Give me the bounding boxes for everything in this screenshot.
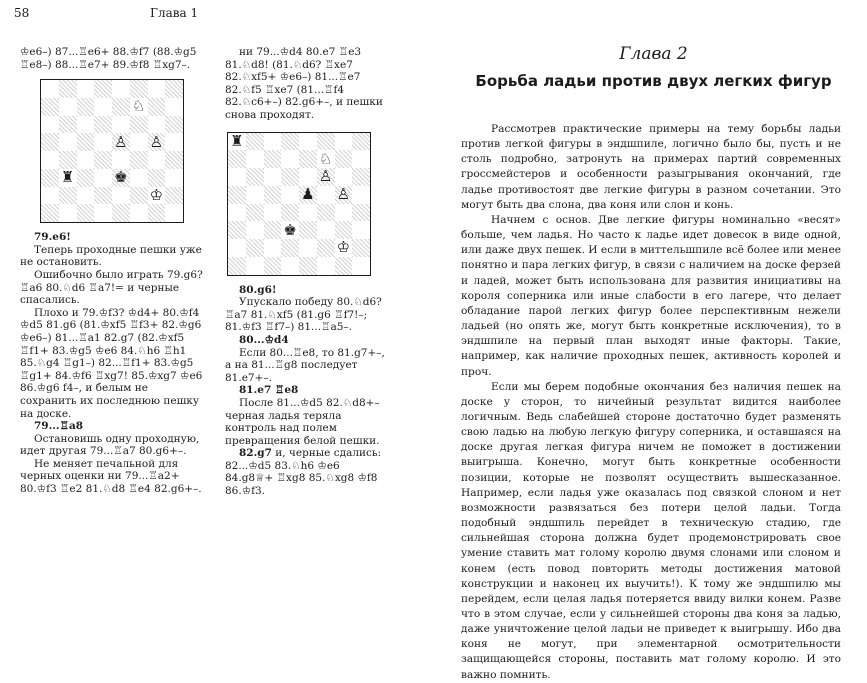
board-square bbox=[264, 133, 282, 151]
board-square bbox=[317, 133, 335, 151]
chess-piece-icon: ♘ bbox=[131, 97, 146, 116]
board-square bbox=[299, 168, 317, 186]
board-square bbox=[148, 151, 166, 169]
chess-piece-icon: ♙ bbox=[149, 132, 164, 151]
board-square bbox=[112, 98, 130, 116]
board-square bbox=[264, 221, 282, 239]
board-square bbox=[352, 204, 370, 222]
chess-diagram bbox=[227, 132, 371, 276]
board-square bbox=[352, 168, 370, 186]
main-move: 79...♖a8 bbox=[34, 420, 84, 433]
comment-paragraph: Ошибочно было играть 79.g6? ♖a6 80.♘d6 ♖a7!= и черные спасались. bbox=[20, 268, 203, 307]
board-square bbox=[94, 133, 112, 151]
chapter-label: Глава 2 bbox=[619, 44, 688, 64]
running-head: Глава 1 bbox=[150, 6, 199, 20]
board-square bbox=[352, 150, 370, 168]
board-square bbox=[299, 239, 317, 257]
board-square bbox=[264, 168, 282, 186]
paragraph: Рассмотрев практические примеры на тему борьбы ладьи против легкой фигуры в эндшпиле, логично было бы, пусть и не столь подробно, затронуть на примерах партий современных гроссмейстеров и особенности разыгрывания окончаний, где ладье противостоят две легкие фигуры в разном сочетании. Это могут быть два слона, два коня или слон и конь. bbox=[461, 123, 841, 211]
board-square bbox=[228, 186, 246, 204]
main-move: 80...♔d4 bbox=[239, 333, 289, 346]
comment-paragraph: Теперь проходные пешки уже не остановить. bbox=[20, 243, 202, 269]
board-square bbox=[264, 150, 282, 168]
board-square bbox=[352, 133, 370, 151]
board-square bbox=[228, 204, 246, 222]
board-square bbox=[246, 239, 264, 257]
board-square bbox=[112, 187, 130, 205]
board-square bbox=[59, 187, 77, 205]
board-square bbox=[264, 204, 282, 222]
board-square bbox=[165, 116, 183, 134]
board-square bbox=[59, 98, 77, 116]
board-square bbox=[77, 187, 95, 205]
chess-piece-icon: ♔ bbox=[336, 238, 351, 257]
move-text: и, черные сдались: 82...♔d5 83.♘h6 ♔e6 84.g8♕+ ♖xg8 85.♘xg8 ♔f8 86.♔f3. bbox=[225, 447, 382, 498]
comment-paragraph: Не меняет печальной для черных оценки ни 79...♖a2+ 80.♔f3 ♖e2 81.♘d8 ♖e4 82.g6+–. bbox=[20, 457, 202, 496]
board-square bbox=[59, 80, 77, 98]
board-square bbox=[335, 168, 353, 186]
board-square bbox=[281, 150, 299, 168]
board-square bbox=[130, 187, 148, 205]
chess-piece-icon: ♚ bbox=[283, 220, 297, 239]
board-square bbox=[148, 80, 166, 98]
board-square bbox=[246, 186, 264, 204]
board-square bbox=[317, 186, 335, 204]
left-column bbox=[20, 46, 206, 496]
board-square bbox=[352, 239, 370, 257]
board-square bbox=[246, 150, 264, 168]
board-square bbox=[112, 116, 130, 134]
board-square bbox=[352, 221, 370, 239]
board-square bbox=[130, 116, 148, 134]
board-square bbox=[130, 151, 148, 169]
board-square bbox=[130, 98, 148, 116]
board-square bbox=[165, 151, 183, 169]
comment-paragraph: Если 80...♖e8, то 81.g7+–, а на 81...♖g8 последует 81.e7+–. bbox=[225, 346, 385, 384]
move-text: ни 79...♔d4 80.e7 ♖e3 81.♘d8! (81.♘d6? ♖xe7 82.♘xf5+ ♔e6–) 81...♖e7 82.♘f5 ♖xe7 (81...♖f4 82.♘c6+–) 82.g6+–, и пешки снова проходят. bbox=[225, 46, 383, 121]
board-square bbox=[148, 116, 166, 134]
board-square bbox=[77, 133, 95, 151]
comment-paragraph: Упускало победу 80.♘d6? ♖a7 81.♘xf5 (81.g6 ♖f7!–; 81.♔f3 ♖f7–) 81...♖a5–. bbox=[225, 296, 382, 334]
board-square bbox=[281, 257, 299, 275]
board-square bbox=[335, 133, 353, 151]
comment-paragraph: Плохо и 79.♔f3? ♔d4+ 80.♔f4 ♔d5 81.g6 (81.♔xf5 ♖f3+ 82.♔g6 ♔e6–) 81...♖a1 82.g7 (82.♔xf5 ♖f1+ 83.♔g5 ♔e6 84.♘h6 ♖h1 85.♘g4 ♖g1–) 82...♖f1+ 83.♔g5 ♖g1+ 84.♔f6 ♖xg7! 85.♔xg7 ♔e6 86.♔g6 f4–, и белым не сохранить их последнюю пешку на доске. bbox=[20, 306, 203, 420]
board-square bbox=[112, 204, 130, 222]
board-square bbox=[246, 221, 264, 239]
chess-piece-icon: ♚ bbox=[114, 168, 128, 187]
board-square bbox=[335, 221, 353, 239]
board-square bbox=[299, 133, 317, 151]
board-square bbox=[59, 133, 77, 151]
board-square bbox=[281, 168, 299, 186]
board-square bbox=[335, 150, 353, 168]
board-square bbox=[41, 169, 59, 187]
board-square bbox=[317, 150, 335, 168]
board-square bbox=[165, 80, 183, 98]
board-square bbox=[130, 80, 148, 98]
board-square bbox=[77, 151, 95, 169]
board-square bbox=[94, 151, 112, 169]
board-square bbox=[335, 186, 353, 204]
board-square bbox=[246, 257, 264, 275]
left-page bbox=[0, 0, 430, 620]
board-square bbox=[59, 169, 77, 187]
board-square bbox=[77, 116, 95, 134]
board-square bbox=[317, 204, 335, 222]
board-square bbox=[299, 186, 317, 204]
board-square bbox=[299, 204, 317, 222]
board-square bbox=[94, 204, 112, 222]
main-move: 80.g6! bbox=[239, 283, 277, 296]
main-move: 81.e7 ♖e8 bbox=[239, 384, 299, 397]
board-square bbox=[94, 169, 112, 187]
move-text: ♔e6–) 87...♖e6+ 88.♔f7 (88.♔g5 ♖e8–) 88...♖e7+ 89.♔f8 ♖xg7–. bbox=[20, 46, 197, 71]
board-square bbox=[246, 168, 264, 186]
board-square bbox=[165, 98, 183, 116]
board-square bbox=[41, 151, 59, 169]
page-number: 58 bbox=[14, 6, 30, 20]
board-square bbox=[148, 133, 166, 151]
main-move: 79.e6! bbox=[34, 231, 71, 244]
board-square bbox=[228, 133, 246, 151]
board-square bbox=[335, 239, 353, 257]
board-square bbox=[165, 133, 183, 151]
chess-piece-icon: ♘ bbox=[318, 149, 333, 168]
board-square bbox=[264, 186, 282, 204]
board-square bbox=[130, 133, 148, 151]
board-square bbox=[148, 187, 166, 205]
comment-paragraph: После 81...♔d5 82.♘d8+– черная ладья теряла контроль над полем превращения белой пешки. bbox=[225, 396, 380, 447]
board-square bbox=[165, 169, 183, 187]
chess-piece-icon: ♜ bbox=[230, 131, 244, 150]
board-square bbox=[281, 221, 299, 239]
board-square bbox=[112, 169, 130, 187]
board-square bbox=[77, 169, 95, 187]
board-square bbox=[317, 221, 335, 239]
board-square bbox=[148, 98, 166, 116]
board-square bbox=[130, 204, 148, 222]
chess-piece-icon: ♜ bbox=[60, 168, 75, 187]
board-square bbox=[281, 204, 299, 222]
board-square bbox=[77, 98, 95, 116]
right-page bbox=[440, 0, 867, 681]
chess-piece-icon: ♙ bbox=[114, 132, 128, 151]
board-square bbox=[94, 80, 112, 98]
board-square bbox=[228, 168, 246, 186]
board-square bbox=[228, 150, 246, 168]
board-square bbox=[112, 133, 130, 151]
chess-piece-icon: ♟ bbox=[301, 185, 315, 204]
board-square bbox=[228, 221, 246, 239]
board-square bbox=[281, 239, 299, 257]
board-square bbox=[94, 116, 112, 134]
board-square bbox=[299, 221, 317, 239]
board-square bbox=[352, 186, 370, 204]
body-text bbox=[461, 122, 841, 683]
board-square bbox=[228, 239, 246, 257]
chess-piece-icon: ♙ bbox=[318, 167, 333, 186]
board-square bbox=[41, 204, 59, 222]
board-square bbox=[41, 80, 59, 98]
chess-diagram bbox=[40, 79, 184, 223]
board-square bbox=[228, 257, 246, 275]
board-square bbox=[41, 187, 59, 205]
board-square bbox=[317, 257, 335, 275]
board-square bbox=[94, 98, 112, 116]
board-square bbox=[41, 116, 59, 134]
board-square bbox=[317, 168, 335, 186]
board-square bbox=[165, 204, 183, 222]
board-square bbox=[41, 98, 59, 116]
chess-piece-icon: ♔ bbox=[149, 186, 164, 205]
board-square bbox=[112, 151, 130, 169]
board-square bbox=[112, 80, 130, 98]
move-paragraph bbox=[225, 447, 387, 497]
board-square bbox=[299, 257, 317, 275]
board-square bbox=[148, 169, 166, 187]
analysis-text bbox=[20, 231, 206, 495]
board-square bbox=[246, 204, 264, 222]
board-square bbox=[41, 133, 59, 151]
board-square bbox=[246, 133, 264, 151]
chess-piece-icon: ♙ bbox=[336, 185, 351, 204]
board-square bbox=[335, 257, 353, 275]
comment-paragraph: Остановишь одну проходную, идет другая 79...♖a7 80.g6+–. bbox=[20, 432, 200, 458]
chapter-title: Борьба ладьи против двух легких фигур bbox=[475, 72, 832, 90]
analysis-text bbox=[225, 284, 387, 498]
move-number: 82.g7 bbox=[239, 447, 272, 460]
board-square bbox=[148, 204, 166, 222]
board-square bbox=[264, 257, 282, 275]
middle-column bbox=[225, 46, 387, 498]
board-square bbox=[94, 187, 112, 205]
paragraph: Начнем с основ. Две легкие фигуры номинально «весят» больше, чем ладья. Но часто к ладье идет довесок в виде одной, или даже двух пешек. И если в миттельшпиле всё более или менее понятно и пара легких фигур, в связи с наличием на доске ферзей и ладей, может быть использована для развития инициативы на короля соперника или иные слабости в его лагере, что делает обладание парой легких фигур более перспективным нежели ладьей (но опять же, могут быть конкретные исключения), то в эндшпиле на первый план выходят иные факторы. Такие, например, как наличие проходных пешек, активность королей и проч. bbox=[461, 213, 841, 378]
board-square bbox=[77, 80, 95, 98]
board-square bbox=[281, 133, 299, 151]
board-square bbox=[59, 116, 77, 134]
board-square bbox=[130, 169, 148, 187]
board-square bbox=[77, 204, 95, 222]
board-square bbox=[335, 204, 353, 222]
board-square bbox=[352, 257, 370, 275]
board-square bbox=[264, 239, 282, 257]
board-square bbox=[281, 186, 299, 204]
board-square bbox=[299, 150, 317, 168]
board-square bbox=[317, 239, 335, 257]
board-square bbox=[59, 204, 77, 222]
board-square bbox=[165, 187, 183, 205]
board-square bbox=[59, 151, 77, 169]
paragraph: Если мы берем подобные окончания без наличия пешек на доске у сторон, то ничейный результат видится наиболее логичным. Ведь слабейшей стороне достаточно будет разменять свою ладью на любую легкую фигуру соперника, и оставшаяся на доске другая легкая фигура ничем не поможет в достижении выигрыша. Конечно, могут быть конкретные особенности позиции, которые не позволят осуществить вышесказанное. Например, если ладья уже оказалась под связкой слоном и нет возможности развязаться без потери целой ладьи. Тогда подобный эндшпиль перейдет в техническую стадию, где сильнейшая сторона должна будет продемонстрировать свое умение ставить мат голому королю двумя слонами или слоном и конем (есть повод повторить методы достижения матовой конструкции и наконец их выучить!). К тому же эндшпилю мы перейдем, если целая ладья потеряется ввиду вилки конем. Разве что в этом случае, если у сильнейшей стороны два коня за ладью, даже уничтожение целой ладьи не приведет к выигрышу. Ибо два коня не могут, при элементарной осмотрительности защищающейся стороны, поставить мат голому королю. И это важно помнить. bbox=[461, 380, 841, 681]
